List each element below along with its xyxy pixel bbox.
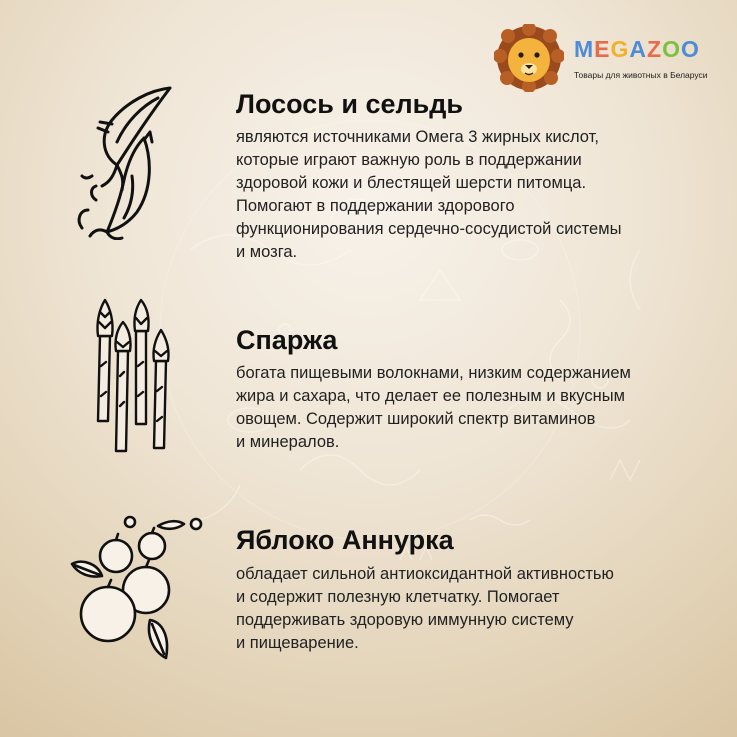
section-title: Яблоко Аннурка (236, 525, 454, 555)
fish-icon (72, 80, 182, 240)
apple-icon (66, 512, 216, 664)
section-title: Лосось и сельдь (236, 89, 463, 119)
section-description: являются источниками Омега 3 жирных кислот, которые играют важную роль в поддержании здоровой кожи и блестящей шерсти питомца. Помогают в поддержании здорового функционирования сердечно-сосудистой системы и мозга. (236, 128, 622, 261)
brand-letter: O (662, 36, 681, 62)
logo-tagline: Товары для животных в Беларуси (574, 70, 708, 80)
brand-letter: A (629, 36, 648, 62)
brand-letter: Z (647, 36, 663, 62)
brand-name (574, 36, 700, 62)
section-title: Спаржа (236, 325, 338, 355)
section-description: богата пищевыми волокнами, низким содержанием жира и сахара, что делает ее полезным и вкусным овощем. Содержит широкий спектр витаминов и минералов. (236, 364, 631, 451)
lion-icon (494, 24, 564, 92)
brand-letter: O (680, 36, 700, 62)
brand-letter: M (574, 36, 595, 62)
section-description: обладает сильной антиоксидантной активностью и содержит полезную клетчатку. Помогает поддерживать здоровую иммунную систему и пищеварение. (236, 565, 614, 652)
asparagus-icon (88, 296, 188, 461)
brand-letter: G (610, 36, 630, 62)
megazoo-logo[interactable] (494, 24, 714, 92)
brand-letter: E (594, 36, 611, 62)
